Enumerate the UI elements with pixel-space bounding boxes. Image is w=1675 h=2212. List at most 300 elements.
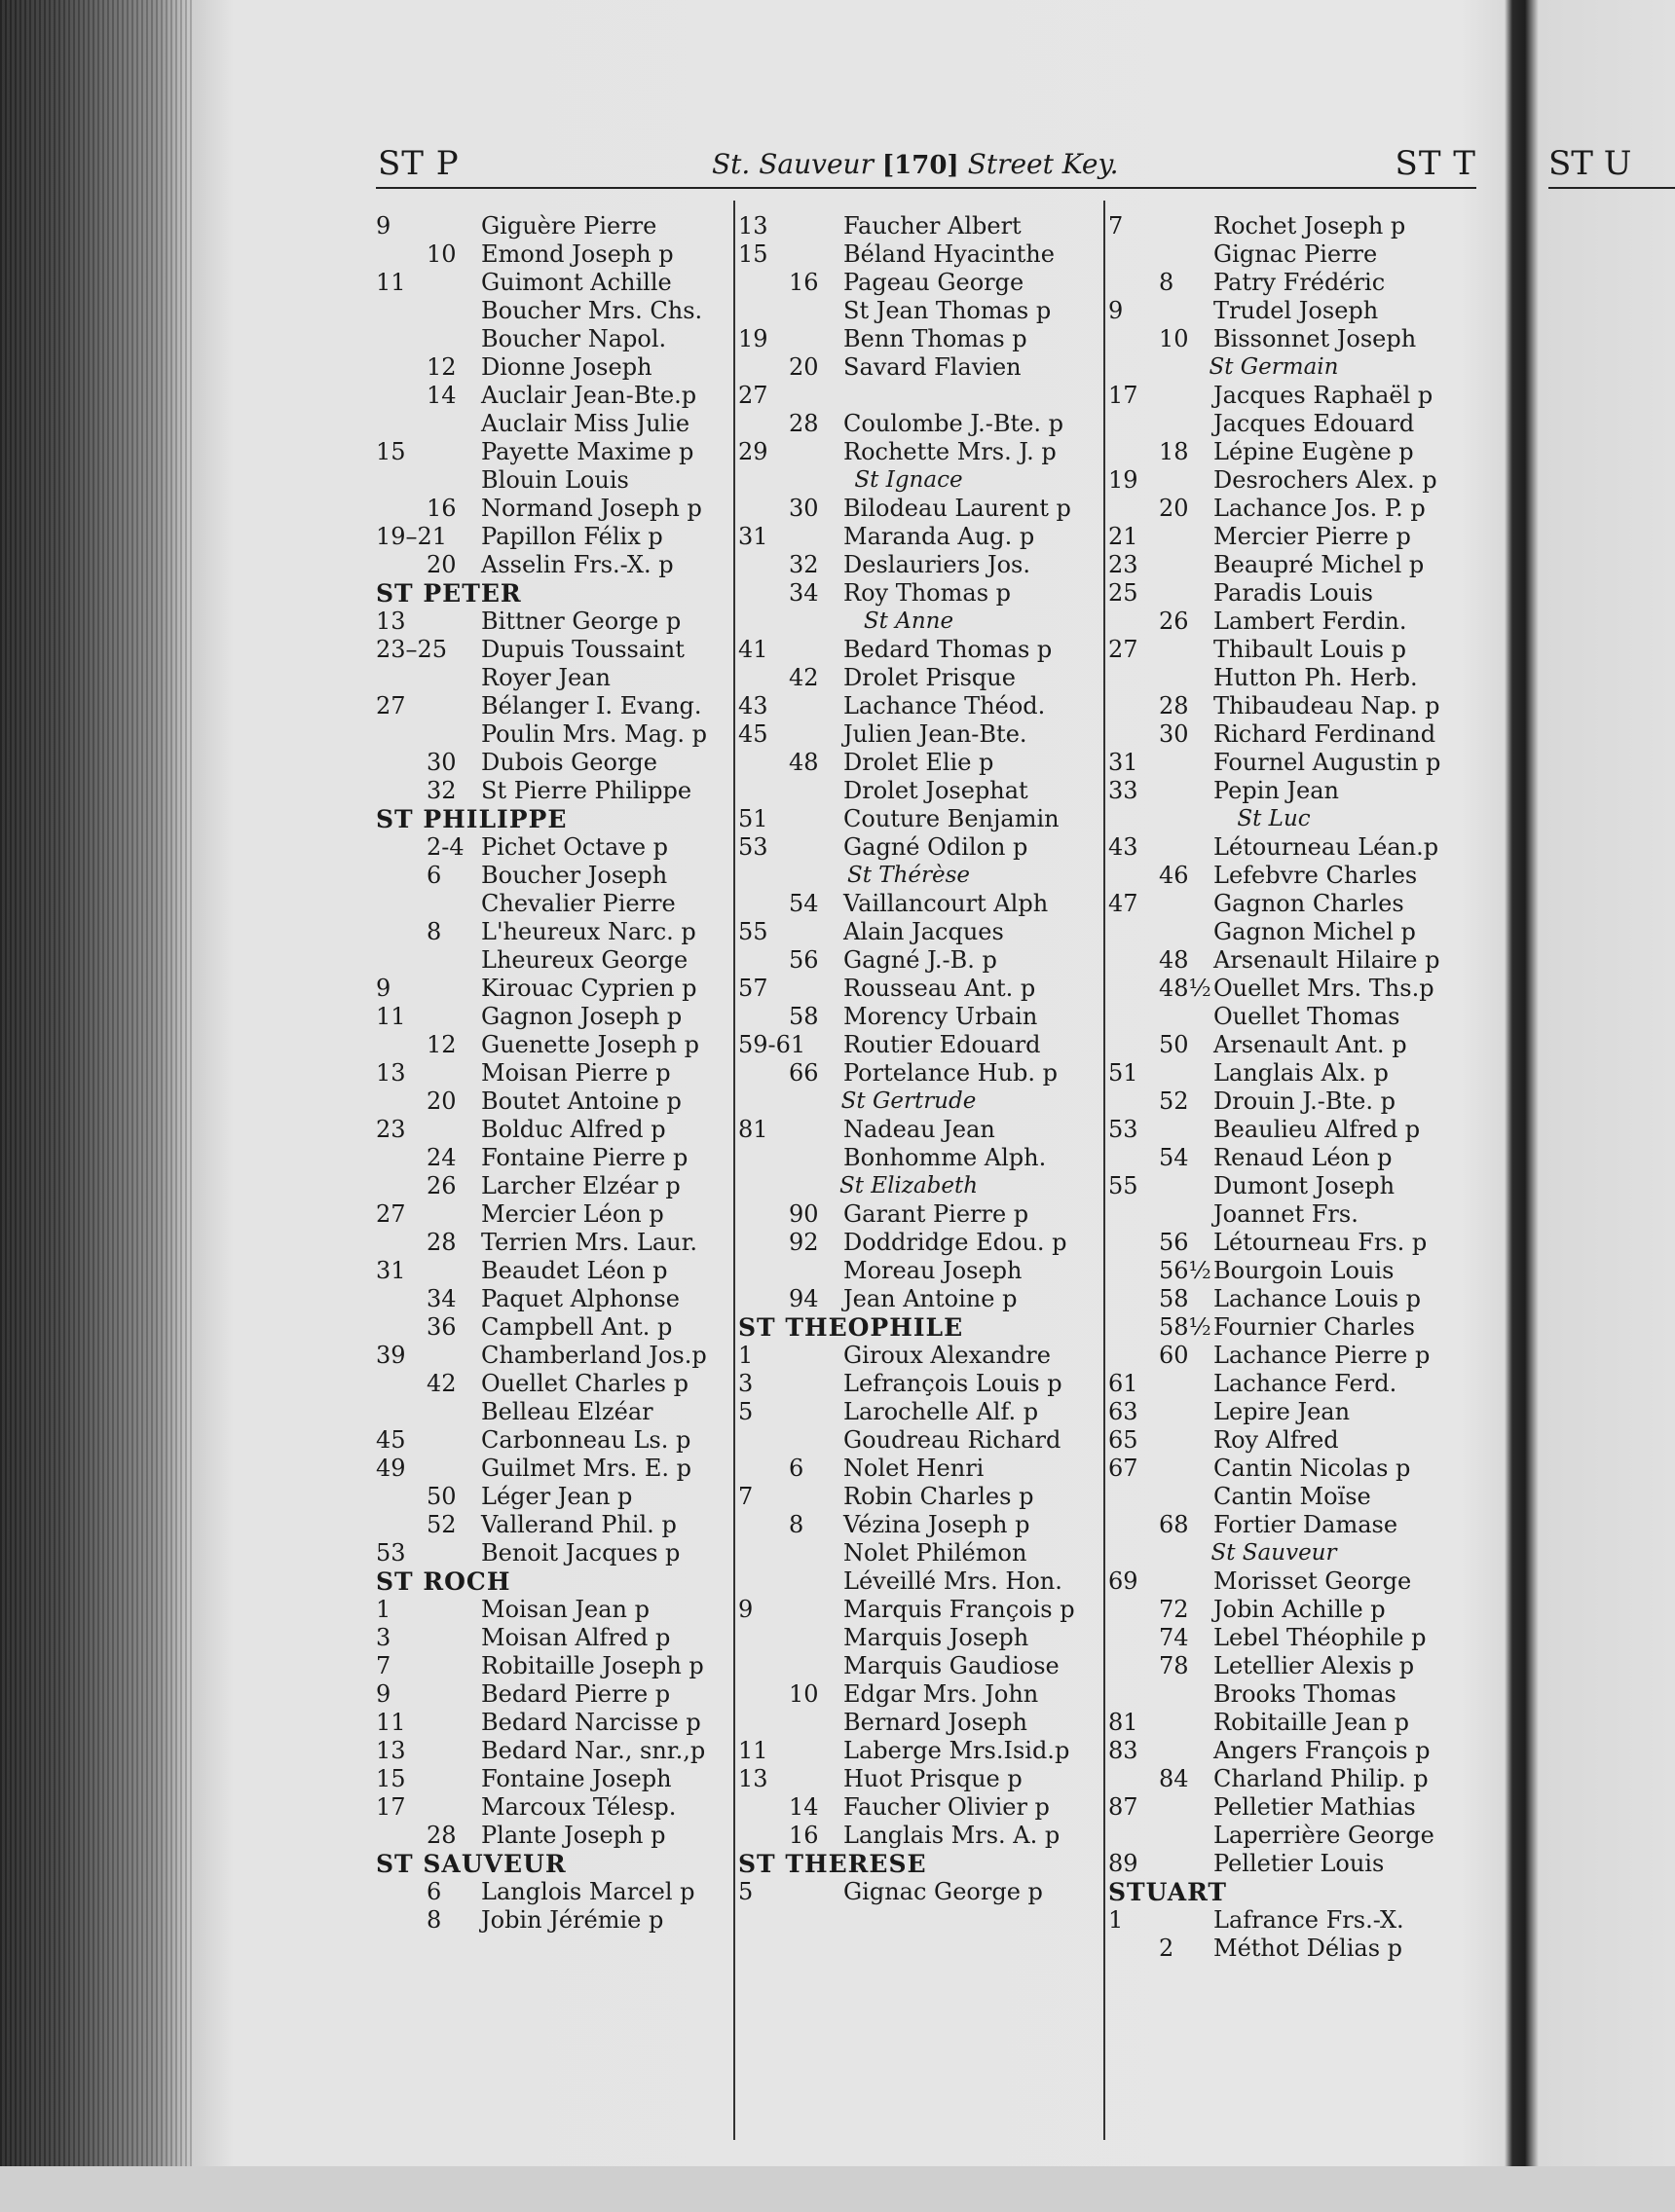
resident-name: Bedard Pierre p (481, 1680, 671, 1708)
house-number: 15 (376, 438, 406, 465)
house-number: 11 (376, 1003, 406, 1030)
house-number: 94 (789, 1285, 819, 1312)
directory-entry (738, 1257, 1108, 1285)
house-number: 67 (1108, 1455, 1138, 1482)
house-number: 81 (1108, 1709, 1138, 1736)
directory-entry (1108, 1850, 1469, 1878)
header-title (712, 148, 1119, 180)
house-number: 28 (1159, 692, 1189, 719)
resident-name: Bourgoin Louis (1213, 1257, 1395, 1284)
directory-entry (738, 1144, 1108, 1172)
directory-entry (1108, 382, 1469, 410)
directory-entry (738, 1596, 1108, 1624)
directory-entry (738, 382, 1108, 410)
directory-entry (1108, 918, 1469, 946)
resident-name: Fontaine Joseph (481, 1765, 672, 1792)
house-number: 56½ (1159, 1257, 1211, 1284)
resident-name: Thibaudeau Nap. p (1213, 692, 1440, 719)
resident-name: Joannet Frs. (1213, 1200, 1359, 1228)
house-number: 48½ (1159, 975, 1211, 1002)
resident-name: Cantin Nicolas p (1213, 1455, 1411, 1482)
resident-name: Jobin Jérémie p (481, 1906, 664, 1934)
directory-entry (1108, 1059, 1469, 1088)
house-number: 27 (376, 692, 406, 719)
house-number: 20 (1159, 495, 1189, 522)
resident-name: Vaillancourt Alph (843, 890, 1049, 917)
directory-entry (376, 1822, 746, 1850)
house-number: 6 (427, 1878, 442, 1905)
directory-entry (376, 1172, 746, 1200)
directory-entry (376, 1342, 746, 1370)
directory-entry (1108, 269, 1469, 297)
house-number: 5 (738, 1878, 754, 1905)
resident-name: Normand Joseph p (481, 495, 702, 522)
resident-name: Campbell Ant. p (481, 1313, 673, 1341)
facing-page-edge (1548, 127, 1675, 2074)
resident-name: Drolet Josephat (843, 777, 1028, 804)
directory-entry (738, 918, 1108, 946)
resident-name: Edgar Mrs. John (843, 1680, 1039, 1708)
house-number: 26 (1159, 608, 1189, 635)
directory-entry (738, 805, 1108, 833)
directory-entry (738, 1285, 1108, 1313)
resident-name: Desrochers Alex. p (1213, 466, 1437, 494)
house-number: 24 (427, 1144, 457, 1171)
directory-entry (376, 523, 746, 551)
house-number: 65 (1108, 1426, 1138, 1454)
resident-name: Bedard Thomas p (843, 636, 1053, 663)
directory-entry (1108, 1511, 1469, 1539)
house-number: 14 (789, 1793, 819, 1821)
resident-name: Larochelle Alf. p (843, 1398, 1039, 1425)
resident-name: Letellier Alexis p (1213, 1652, 1415, 1679)
directory-entry (738, 1511, 1108, 1539)
directory-entry (1108, 1342, 1469, 1370)
house-number: 16 (789, 1822, 819, 1849)
house-number: 11 (738, 1737, 768, 1764)
resident-name: Morisset George (1213, 1567, 1412, 1595)
resident-name: Renaud Léon p (1213, 1144, 1393, 1171)
resident-name: Bernard Joseph (843, 1709, 1027, 1736)
directory-entry (376, 382, 746, 410)
house-number: 17 (376, 1793, 406, 1821)
house-number: 1 (376, 1596, 391, 1623)
house-number: 34 (427, 1285, 457, 1312)
resident-name: Giguère Pierre (481, 212, 657, 240)
directory-entry (376, 551, 746, 579)
house-number: 83 (1108, 1737, 1138, 1764)
resident-name: Jobin Achille p (1213, 1596, 1386, 1623)
directory-entry (738, 1116, 1108, 1144)
resident-name: Drolet Elie p (843, 749, 994, 776)
directory-entry (738, 833, 1108, 862)
house-number: 51 (738, 805, 768, 832)
directory-entry (376, 1370, 746, 1398)
resident-name: Bissonnet Joseph (1213, 325, 1417, 352)
house-number: 8 (789, 1511, 804, 1538)
directory-entry (376, 692, 746, 720)
resident-name: St Jean Thomas p (843, 297, 1052, 324)
house-number: 23 (376, 1116, 406, 1143)
directory-entry (738, 777, 1108, 805)
directory-entry (1108, 692, 1469, 720)
directory-entry (376, 777, 746, 805)
house-number: 50 (427, 1483, 457, 1510)
house-number: 19 (1108, 466, 1138, 494)
directory-entry (376, 1596, 746, 1624)
directory-entry (738, 1031, 1108, 1059)
directory-entry (376, 664, 746, 692)
resident-name: Beaupré Michel p (1213, 551, 1425, 578)
directory-entry (376, 1229, 746, 1257)
directory-entry (1108, 1652, 1469, 1680)
directory-entry (376, 1398, 746, 1426)
house-number: 78 (1159, 1652, 1189, 1679)
house-number: 87 (1108, 1793, 1138, 1821)
resident-name: Jacques Edouard (1213, 410, 1415, 437)
house-number: 28 (789, 410, 819, 437)
cross-street-label: St Elizabeth (838, 1173, 979, 1198)
house-number: 59-61 (738, 1031, 806, 1058)
house-number: 15 (376, 1765, 406, 1792)
resident-name: Paradis Louis (1213, 579, 1373, 607)
resident-name: St Pierre Philippe (481, 777, 692, 804)
house-number: 6 (789, 1455, 804, 1482)
resident-name: Lachance Ferd. (1213, 1370, 1397, 1397)
directory-entry (738, 410, 1108, 438)
directory-entry (738, 1765, 1108, 1793)
resident-name: Carbonneau Ls. p (481, 1426, 691, 1454)
directory-entry (1108, 749, 1469, 777)
directory-entry (1108, 1455, 1469, 1483)
directory-entry (376, 833, 746, 862)
directory-entry (376, 1878, 746, 1906)
house-number: 39 (376, 1342, 406, 1369)
resident-name: Moisan Pierre p (481, 1059, 671, 1087)
directory-entry (1108, 297, 1469, 325)
house-number: 32 (789, 551, 819, 578)
house-number: 46 (1159, 862, 1189, 889)
resident-name: Jean Antoine p (843, 1285, 1018, 1312)
resident-name: Bedard Nar., snr.,p (481, 1737, 706, 1764)
resident-name: Maranda Aug. p (843, 523, 1035, 550)
house-number: 10 (1159, 325, 1189, 352)
directory-entry (376, 1031, 746, 1059)
resident-name: Lambert Ferdin. (1213, 608, 1407, 635)
directory-entry (1108, 1088, 1469, 1116)
resident-name: Nolet Philémon (843, 1539, 1027, 1567)
directory-entry (738, 1652, 1108, 1680)
directory-entry (1108, 1935, 1469, 1963)
house-number: 28 (427, 1229, 457, 1256)
directory-entry (738, 325, 1108, 353)
resident-name: Lafrance Frs.-X. (1213, 1906, 1404, 1934)
resident-name: Deslauriers Jos. (843, 551, 1030, 578)
house-number: 9 (1108, 297, 1124, 324)
house-number: 3 (376, 1624, 391, 1651)
resident-name: Brooks Thomas (1213, 1680, 1396, 1708)
directory-entry (376, 240, 746, 269)
house-number: 23 (1108, 551, 1138, 578)
resident-name: Auclair Miss Julie (481, 410, 690, 437)
resident-name: Gagné J.-B. p (843, 946, 997, 974)
directory-entry (376, 1906, 746, 1935)
resident-name: Bonhomme Alph. (843, 1144, 1047, 1171)
facing-page-header: ST U (1548, 144, 1632, 183)
house-number: 42 (427, 1370, 457, 1397)
house-number: 56 (789, 946, 819, 974)
resident-name: Morency Urbain (843, 1003, 1038, 1030)
house-number: 31 (376, 1257, 406, 1284)
resident-name: Poulin Mrs. Mag. p (481, 720, 708, 748)
house-number: 30 (427, 749, 457, 776)
house-number: 8 (427, 918, 442, 945)
directory-entry (376, 1455, 746, 1483)
directory-entry (738, 1200, 1108, 1229)
resident-name: Faucher Albert (843, 212, 1022, 240)
directory-page (356, 127, 1476, 2074)
directory-entry (376, 410, 746, 438)
resident-name: Benoit Jacques p (481, 1539, 681, 1567)
street-heading: ST SAUVEUR (376, 1850, 567, 1878)
cross-street-label: St Thérèse (846, 863, 971, 888)
house-number: 6 (427, 862, 442, 889)
cross-street-label: St Luc (1237, 806, 1311, 831)
cross-street-label: St Anne (863, 608, 954, 634)
resident-name: Langlois Marcel p (481, 1878, 695, 1905)
directory-entry (376, 1737, 746, 1765)
directory-entry (738, 636, 1108, 664)
directory-entry (1108, 1229, 1469, 1257)
directory-entry (738, 1822, 1108, 1850)
resident-name: Nolet Henri (843, 1455, 985, 1482)
resident-name: Lepire Jean (1213, 1398, 1351, 1425)
house-number: 18 (1159, 438, 1189, 465)
resident-name: Bélanger I. Evang. (481, 692, 702, 719)
directory-entry (1108, 1398, 1469, 1426)
house-number: 2-4 (427, 833, 465, 861)
resident-name: Paquet Alphonse (481, 1285, 680, 1312)
directory-entry (1108, 1144, 1469, 1172)
house-number: 57 (738, 975, 768, 1002)
house-number: 20 (427, 551, 457, 578)
directory-entry (738, 1878, 1108, 1906)
directory-entry (376, 1793, 746, 1822)
resident-name: Boucher Mrs. Chs. (481, 297, 703, 324)
house-number: 13 (738, 1765, 768, 1792)
directory-entry (376, 608, 746, 636)
page-bottom-margin (0, 2166, 1675, 2212)
house-number: 15 (738, 240, 768, 268)
directory-entry (376, 946, 746, 975)
directory-entry (376, 495, 746, 523)
resident-name: Payette Maxime p (481, 438, 694, 465)
directory-entry (738, 240, 1108, 269)
house-number: 5 (738, 1398, 754, 1425)
cross-street-label: St Gertrude (840, 1088, 977, 1114)
directory-entry (738, 1426, 1108, 1455)
directory-entry (376, 1624, 746, 1652)
directory-entry (376, 890, 746, 918)
directory-entry (376, 1116, 746, 1144)
directory-entry (1108, 1285, 1469, 1313)
directory-entry (1108, 1003, 1469, 1031)
directory-entry (1108, 1200, 1469, 1229)
directory-entry (738, 1342, 1108, 1370)
directory-entry (738, 1624, 1108, 1652)
house-number: 74 (1159, 1624, 1189, 1651)
house-number: 19–21 (376, 523, 448, 550)
directory-column-2 (738, 212, 1108, 2152)
house-number: 26 (427, 1172, 457, 1199)
resident-name: Giroux Alexandre (843, 1342, 1051, 1369)
directory-entry (376, 1285, 746, 1313)
house-number: 50 (1159, 1031, 1189, 1058)
directory-entry (1108, 466, 1469, 495)
house-number: 68 (1159, 1511, 1189, 1538)
directory-entry (1108, 551, 1469, 579)
house-number: 11 (376, 1709, 406, 1736)
resident-name: Royer Jean (481, 664, 611, 691)
resident-name: Lachance Théod. (843, 692, 1046, 719)
directory-entry (738, 692, 1108, 720)
directory-entry (1108, 1709, 1469, 1737)
directory-entry (738, 975, 1108, 1003)
resident-name: Thibault Louis p (1213, 636, 1407, 663)
directory-entry (1108, 608, 1469, 636)
resident-name: Julien Jean-Bte. (843, 720, 1027, 748)
resident-name: Emond Joseph p (481, 240, 674, 268)
directory-entry (738, 551, 1108, 579)
directory-entry (738, 1567, 1108, 1596)
resident-name: Pepin Jean (1213, 777, 1339, 804)
house-number: 9 (376, 1680, 391, 1708)
resident-name: Blouin Louis (481, 466, 629, 494)
street-heading: ST PHILIPPE (376, 805, 568, 833)
directory-entry (376, 636, 746, 664)
resident-name: Léger Jean p (481, 1483, 633, 1510)
resident-name: L'heureux Narc. p (481, 918, 696, 945)
resident-name: Lépine Eugène p (1213, 438, 1414, 465)
resident-name: Coulombe J.-Bte. p (843, 410, 1063, 437)
directory-entry (376, 1539, 746, 1567)
directory-entry (1108, 833, 1469, 862)
resident-name: Fontaine Pierre p (481, 1144, 689, 1171)
resident-name: Garant Pierre p (843, 1200, 1029, 1228)
resident-name: Bittner George p (481, 608, 682, 635)
directory-entry (376, 1200, 746, 1229)
directory-entry (1108, 890, 1469, 918)
directory-entry (738, 890, 1108, 918)
house-number: 53 (376, 1539, 406, 1567)
house-number: 9 (738, 1596, 754, 1623)
resident-name: Roy Alfred (1213, 1426, 1339, 1454)
resident-name: Lachance Jos. P. p (1213, 495, 1426, 522)
directory-entry (376, 862, 746, 890)
street-heading: ST ROCH (376, 1567, 511, 1596)
house-number: 66 (789, 1059, 819, 1087)
house-number: 61 (1108, 1370, 1138, 1397)
resident-name: Pichet Octave p (481, 833, 669, 861)
resident-name: Doddridge Edou. p (843, 1229, 1067, 1256)
header-title-prefix: St. Sauveur (712, 148, 874, 180)
resident-name: Auclair Jean-Bte.p (481, 382, 697, 409)
directory-entry (1108, 495, 1469, 523)
directory-entry (376, 1313, 746, 1342)
book-edge (0, 0, 195, 2212)
resident-name: Fortier Damase (1213, 1511, 1398, 1538)
directory-entry (376, 438, 746, 466)
directory-entry (1108, 946, 1469, 975)
house-number: 12 (427, 1031, 457, 1058)
house-number: 29 (738, 438, 768, 465)
resident-name: Roy Thomas p (843, 579, 1011, 607)
directory-entry (738, 1059, 1108, 1088)
resident-name: Bilodeau Laurent p (843, 495, 1071, 522)
house-number: 7 (738, 1483, 754, 1510)
resident-name: Patry Frédéric (1213, 269, 1386, 296)
resident-name: Cantin Moïse (1213, 1483, 1371, 1510)
house-number: 90 (789, 1200, 819, 1228)
house-number: 92 (789, 1229, 819, 1256)
directory-entry (1108, 1793, 1469, 1822)
resident-name: Lheureux George (481, 946, 689, 974)
directory-entry (376, 466, 746, 495)
resident-name: Langlais Alx. p (1213, 1059, 1389, 1087)
house-number: 27 (376, 1200, 406, 1228)
directory-entry (1108, 1596, 1469, 1624)
house-number: 8 (427, 1906, 442, 1934)
directory-entry (1108, 212, 1469, 240)
directory-entry (376, 918, 746, 946)
house-number: 31 (738, 523, 768, 550)
house-number: 16 (427, 495, 457, 522)
house-number: 12 (427, 353, 457, 381)
house-number: 32 (427, 777, 457, 804)
directory-entry (376, 749, 746, 777)
resident-name: Portelance Hub. p (843, 1059, 1059, 1087)
directory-entry (738, 749, 1108, 777)
directory-entry (376, 1680, 746, 1709)
house-number: 34 (789, 579, 819, 607)
resident-name: Beaudet Léon p (481, 1257, 668, 1284)
directory-entry (738, 495, 1108, 523)
house-number: 13 (376, 1059, 406, 1087)
house-number: 30 (789, 495, 819, 522)
resident-name: Huot Prisque p (843, 1765, 1023, 1792)
resident-name: Létourneau Léan.p (1213, 833, 1439, 861)
resident-name: Boutet Antoine p (481, 1088, 682, 1115)
resident-name: Boucher Napol. (481, 325, 667, 352)
resident-name: Moreau Joseph (843, 1257, 1023, 1284)
directory-entry (1108, 1031, 1469, 1059)
house-number: 43 (1108, 833, 1138, 861)
house-number: 51 (1108, 1059, 1138, 1087)
directory-entry (1108, 1765, 1469, 1793)
resident-name: Bedard Narcisse p (481, 1709, 701, 1736)
resident-name: Robitaille Jean p (1213, 1709, 1409, 1736)
house-number: 52 (1159, 1088, 1189, 1115)
house-number: 58 (1159, 1285, 1189, 1312)
resident-name: Gagnon Michel p (1213, 918, 1416, 945)
directory-entry (1108, 862, 1469, 890)
resident-name: Lachance Louis p (1213, 1285, 1422, 1312)
resident-name: Drolet Prisque (843, 664, 1016, 691)
directory-entry (738, 664, 1108, 692)
resident-name: Faucher Olivier p (843, 1793, 1050, 1821)
resident-name: Dupuis Toussaint (481, 636, 685, 663)
resident-name: Guilmet Mrs. E. p (481, 1455, 691, 1482)
